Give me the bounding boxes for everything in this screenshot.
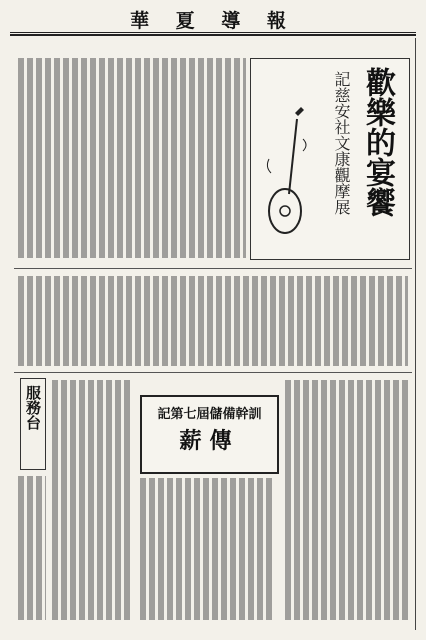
feature-headline-box <box>250 58 410 260</box>
masthead-rule <box>10 34 416 36</box>
service-column-box <box>20 378 46 470</box>
text-columns-lower-left <box>52 380 132 620</box>
text-columns-service <box>18 476 46 620</box>
section-divider-2 <box>14 372 412 373</box>
text-columns-lower-center <box>140 478 275 620</box>
text-columns-upper-left <box>18 58 246 258</box>
feature-subtitle: 記慈安社文康觀摩展 <box>332 71 351 215</box>
masthead-title: 華 夏 導 報 <box>130 10 296 32</box>
feature-title: 歡樂的宴饗 <box>360 67 395 217</box>
text-columns-middle <box>18 276 408 366</box>
section-divider <box>14 268 412 269</box>
text-columns-lower-right <box>285 380 408 620</box>
running-head <box>10 10 416 33</box>
xinchuan-heading: 記第七屆儲備幹訓 <box>157 407 262 422</box>
xinchuan-title: 薪傳 <box>179 428 240 454</box>
service-column-title: 服務台 <box>24 385 42 430</box>
xinchuan-box <box>140 395 279 474</box>
guitar-illustration <box>259 99 319 249</box>
